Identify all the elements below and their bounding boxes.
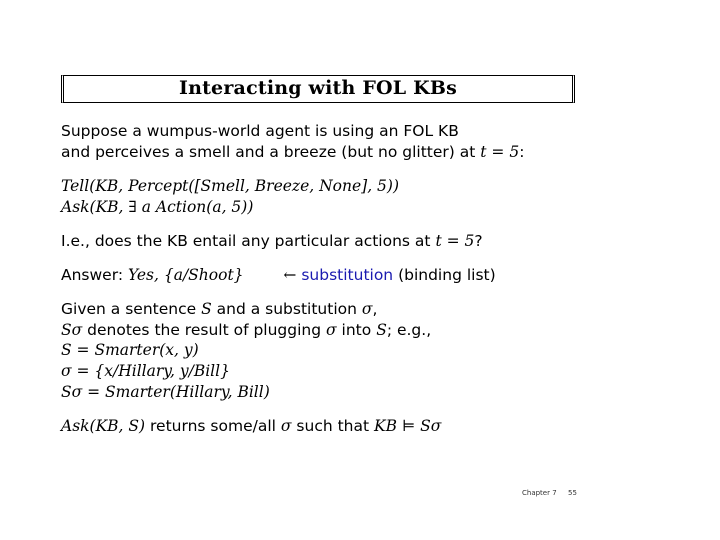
intro-colon: : — [519, 143, 525, 161]
intro-line-1: Suppose a wumpus-world agent is using an FOL KB — [61, 122, 459, 140]
denotes-text-2: into — [341, 321, 372, 339]
denotes-text-1: denotes the result of plugging — [87, 321, 322, 339]
given-comma: , — [372, 300, 378, 318]
given-line — [61, 300, 377, 318]
denotes-sigma: σ — [326, 321, 337, 339]
left-arrow-icon: ← — [283, 266, 297, 284]
intro-time: t = 5 — [480, 143, 520, 161]
binding-list-note: (binding list) — [398, 266, 496, 284]
answer-math: Yes, {a/Shoot} — [127, 266, 244, 284]
question-line — [61, 232, 483, 250]
denotes-line — [61, 321, 431, 339]
returns-entails: KB ⊨ Sσ — [374, 417, 442, 435]
example-line-2: σ = {x/Hillary, y/Bill} — [61, 362, 230, 380]
example-line-1: S = Smarter(x, y) — [61, 341, 199, 359]
given-text-1: Given a sentence — [61, 300, 197, 318]
given-text-2: and a substitution — [216, 300, 357, 318]
tell-statement: Tell(KB, Percept([Smell, Breeze, None], 5)) — [61, 177, 400, 195]
answer-label: Answer: — [61, 266, 124, 284]
footer-chapter: Chapter 7 — [522, 489, 557, 497]
question-text: I.e., does the KB entail any particular actions at — [61, 232, 431, 250]
denotes-s: S — [376, 321, 387, 339]
returns-text-1: returns some/all — [150, 417, 276, 435]
returns-line — [61, 417, 441, 435]
substitution-keyword: substitution — [301, 266, 394, 284]
answer-line — [61, 266, 496, 284]
returns-sigma: σ — [280, 417, 292, 435]
intro-text: and perceives a smell and a breeze (but no glitter) at — [61, 143, 476, 161]
denotes-text-3: ; e.g., — [386, 321, 432, 339]
title-box — [61, 75, 575, 103]
slide-title: Interacting with FOL KBs — [178, 77, 458, 99]
question-time: t = 5 — [435, 232, 475, 250]
given-s: S — [201, 300, 212, 318]
example-line-3: Sσ = Smarter(Hillary, Bill) — [61, 383, 270, 401]
ask-statement: Ask(KB, ∃ a Action(a, 5)) — [61, 198, 254, 216]
given-sigma: σ — [361, 300, 373, 318]
returns-text-2: such that — [296, 417, 370, 435]
returns-ask: Ask(KB, S) — [61, 417, 146, 435]
footer-page-number: 55 — [568, 489, 577, 497]
intro-line-2 — [61, 143, 524, 161]
question-mark: ? — [474, 232, 483, 250]
denotes-s-sigma: Sσ — [61, 321, 83, 339]
